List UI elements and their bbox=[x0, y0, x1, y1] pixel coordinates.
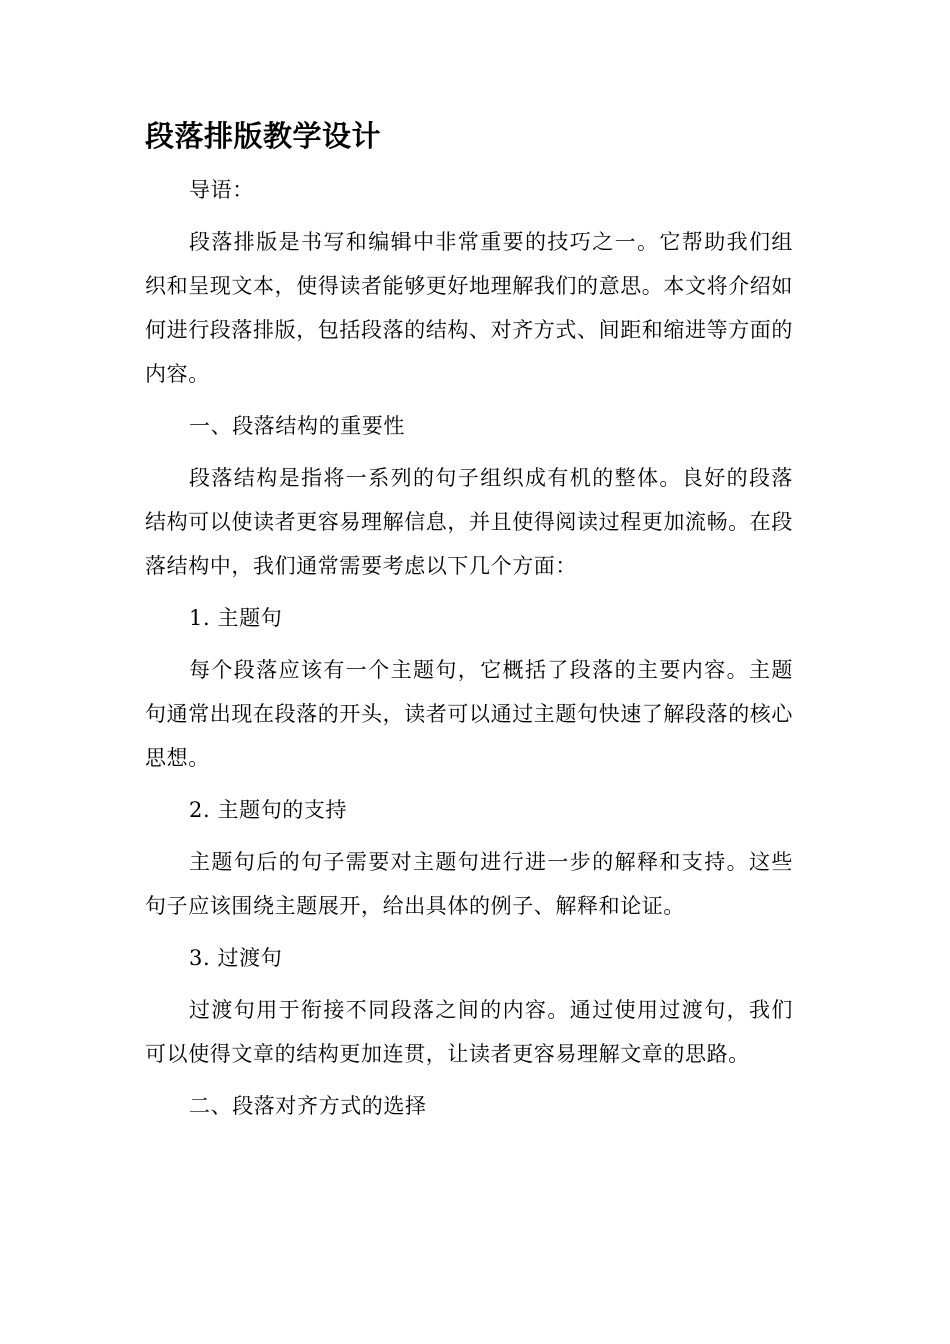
subsection-3-heading: 3. 过渡句 bbox=[189, 946, 283, 970]
document-page bbox=[145, 110, 793, 1136]
section-2-heading: 二、段落对齐方式的选择 bbox=[189, 1094, 427, 1118]
subsection-2-paragraph: 主题句后的句子需要对主题句进行进一步的解释和支持。这些句子应该围绕主题展开，给出具体的例子、解释和论证。 bbox=[145, 850, 793, 918]
subsection-3-paragraph: 过渡句用于衔接不同段落之间的内容。通过使用过渡句，我们可以使得文章的结构更加连贯，让读者更容易理解文章的思路。 bbox=[145, 998, 793, 1066]
subsection-1-heading: 1. 主题句 bbox=[189, 606, 283, 630]
subsection-2-heading: 2. 主题句的支持 bbox=[189, 798, 348, 822]
intro-paragraph: 段落排版是书写和编辑中非常重要的技巧之一。它帮助我们组织和呈现文本，使得读者能够更好地理解我们的意思。本文将介绍如何进行段落排版，包括段落的结构、对齐方式、间距和缩进等方面的内容。 bbox=[145, 230, 793, 386]
intro-heading: 导语： bbox=[189, 178, 254, 202]
subsection-1-paragraph: 每个段落应该有一个主题句，它概括了段落的主要内容。主题句通常出现在段落的开头，读者可以通过主题句快速了解段落的核心思想。 bbox=[145, 658, 793, 770]
section-1-paragraph: 段落结构是指将一系列的句子组织成有机的整体。良好的段落结构可以使读者更容易理解信息，并且使得阅读过程更加流畅。在段落结构中，我们通常需要考虑以下几个方面： bbox=[145, 466, 793, 578]
document-title: 段落排版教学设计 bbox=[145, 119, 382, 153]
section-1-heading: 一、段落结构的重要性 bbox=[189, 414, 405, 438]
